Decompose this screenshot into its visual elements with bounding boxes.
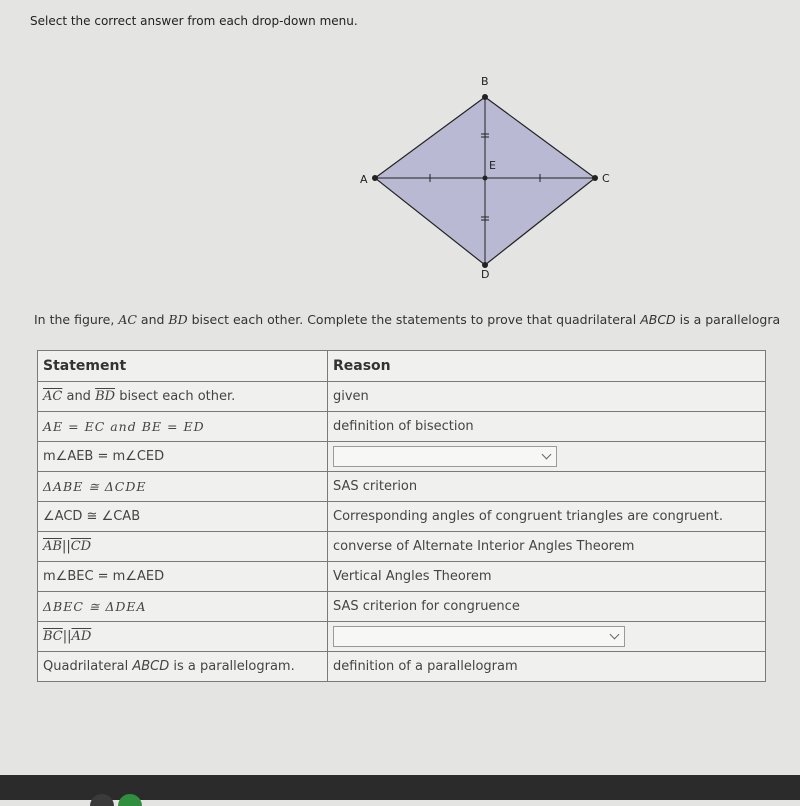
prompt-middle: bisect each other. Complete the statements to prove that quadrilateral [191, 312, 637, 327]
statement-cell: ΔBEC ≅ ΔDEA [38, 592, 328, 622]
label-b: B [481, 75, 489, 88]
instructions-text: Select the correct answer from each drop-down menu. [30, 14, 358, 28]
label-a: A [360, 173, 368, 186]
rhombus-figure [340, 70, 640, 290]
point-c [592, 175, 598, 181]
reason-cell: given [328, 382, 766, 412]
segment-ac: AC [118, 312, 137, 327]
label-c: C [602, 172, 610, 185]
statement-cell [38, 622, 328, 652]
prompt-quad: ABCD [640, 312, 676, 327]
table-row [38, 622, 766, 652]
prompt-suffix: is a parallelogra [679, 312, 781, 327]
reason-cell [328, 442, 766, 472]
reason-dropdown-1[interactable] [333, 446, 557, 467]
reason-header: Reason [328, 351, 766, 382]
table-row [38, 442, 766, 472]
segment-ad: AD [71, 629, 92, 644]
point-b [482, 94, 488, 100]
point-e [483, 176, 488, 181]
table-row [38, 382, 766, 412]
table-row [38, 592, 766, 622]
statement-text: is a parallelogram. [169, 659, 295, 674]
statement-cell: m∠AEB = m∠CED [38, 442, 328, 472]
parallel-symbol: || [61, 539, 71, 554]
label-e: E [489, 159, 496, 172]
label-d: D [481, 268, 490, 281]
statement-cell: ΔABE ≅ ΔCDE [38, 472, 328, 502]
statement-cell: ∠ACD ≅ ∠CAB [38, 502, 328, 532]
reason-cell: Corresponding angles of congruent triangles are congruent. [328, 502, 766, 532]
reason-dropdown-2[interactable] [333, 626, 625, 647]
reason-cell: definition of bisection [328, 412, 766, 442]
taskbar [0, 775, 800, 800]
segment-bd: BD [168, 312, 188, 327]
prompt-prefix: In the figure, [34, 312, 115, 327]
reason-cell [328, 622, 766, 652]
table-row [38, 502, 766, 532]
table-row [38, 412, 766, 442]
statement-cell: m∠BEC = m∠AED [38, 562, 328, 592]
statement-header: Statement [38, 351, 328, 382]
parallel-symbol: || [62, 629, 72, 644]
table-row [38, 562, 766, 592]
statement-cell [38, 382, 328, 412]
statement-cell: AE = EC and BE = ED [38, 412, 328, 442]
prompt-and: and [140, 312, 165, 327]
header-row [38, 351, 766, 382]
statement-text: bisect each other. [115, 389, 236, 404]
reason-cell: converse of Alternate Interior Angles Theorem [328, 532, 766, 562]
statement-text: Quadrilateral [43, 659, 133, 674]
segment-cd: CD [70, 539, 92, 554]
proof-table [37, 350, 766, 682]
table-row [38, 472, 766, 502]
reason-cell: SAS criterion [328, 472, 766, 502]
table-row [38, 652, 766, 682]
segment-ac: AC [43, 389, 63, 404]
reason-cell: Vertical Angles Theorem [328, 562, 766, 592]
taskbar-app-icon[interactable] [90, 794, 114, 806]
reason-cell: definition of a parallelogram [328, 652, 766, 682]
reason-cell: SAS criterion for congruence [328, 592, 766, 622]
statement-cell [38, 652, 328, 682]
table-row [38, 532, 766, 562]
segment-bc: BC [43, 629, 63, 644]
statement-cell [38, 532, 328, 562]
statement-text: and [62, 389, 96, 404]
question-prompt [34, 312, 794, 327]
segment-ab: AB [43, 539, 62, 554]
chevron-down-icon [610, 630, 620, 640]
segment-bd: BD [95, 389, 116, 404]
quad-name: ABCD [132, 659, 170, 674]
point-a [372, 175, 378, 181]
chevron-down-icon [542, 450, 552, 460]
taskbar-app-icon[interactable] [118, 794, 142, 806]
